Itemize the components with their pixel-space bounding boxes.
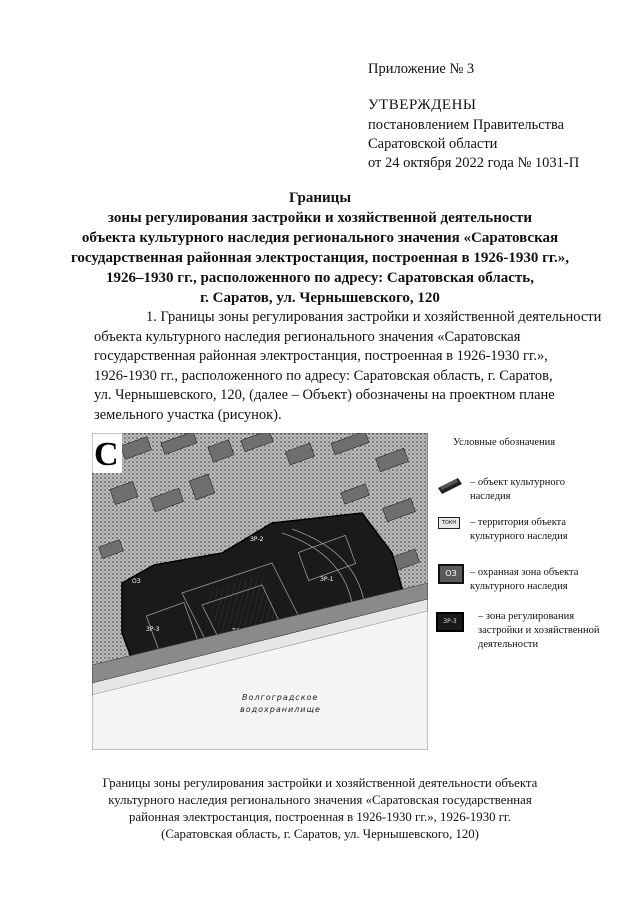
title-line: Границы [288, 190, 352, 206]
paragraph-line: объекта культурного наследия регионального значения «Саратовская [94, 328, 521, 345]
site-plan-map [92, 433, 428, 750]
north-marker: С [94, 436, 119, 473]
title-line: объекта культурного наследия регионального значения «Саратовская [81, 230, 559, 246]
caption-line: (Саратовская область, г. Саратов, ул. Чернышевского, 120) [161, 827, 479, 841]
title-line: 1926–1930 гг., расположенного по адресу: Саратовская область, [106, 270, 534, 286]
approval-line: от 24 октября 2022 года № 1031-П [368, 155, 580, 171]
legend-item-heritage-object: – объект культурного наследия [470, 477, 565, 502]
caption-line: районная электростанция, построенная в 1926-1930 гг.», 1926-1930 гг. [129, 810, 511, 824]
legend-swatch-oz: ОЗ [438, 564, 464, 584]
zone-label: ЗР-2 [250, 536, 264, 543]
title-line: государственная районная электростанция, построенная в 1926-1930 гг.», [70, 250, 570, 266]
legend-swatch-zr: ЗР-3 [436, 612, 464, 632]
water-label: Волгоградское [242, 693, 319, 702]
legend-swatch-tokn: ТОКН [438, 517, 460, 529]
appendix-number: Приложение № 3 [368, 61, 475, 77]
approval-line: Саратовской области [368, 136, 498, 152]
heritage-object-icon [436, 474, 464, 496]
body-paragraph [94, 308, 600, 425]
legend-item-regulation-zone: – зона регулирования застройки и хозяйственной деятельности [478, 611, 600, 650]
zone-label: ОЗ [132, 578, 141, 585]
legend-title: Условные обозначения [453, 437, 556, 448]
document-title [70, 188, 570, 308]
caption-line: Границы зоны регулирования застройки и хозяйственной деятельности объекта [102, 776, 538, 790]
approval-details [368, 116, 579, 173]
zone-label: ЗР-3 [146, 626, 160, 633]
title-line: г. Саратов, ул. Чернышевского, 120 [200, 290, 440, 306]
paragraph-line: ул. Чернышевского, 120, (далее – Объект) обозначены на проектном плане [94, 387, 555, 403]
legend-item-heritage-territory: – территория объекта культурного наследия [470, 517, 568, 542]
paragraph-line: 1. Границы зоны регулирования застройки и хозяйственной деятельности [146, 309, 602, 325]
approved-label: УТВЕРЖДЕНЫ [368, 97, 477, 113]
paragraph-line: 1926-1930 гг., расположенного по адресу: Саратовская область, г. Саратов, [94, 367, 553, 384]
paragraph-line: земельного участка (рисунок). [94, 406, 282, 423]
figure-caption [100, 775, 540, 843]
water-label: водохранилище [240, 705, 321, 714]
approval-line: постановлением Правительства [368, 117, 565, 133]
zone-label: ЗР-1 [320, 576, 334, 583]
paragraph-line: государственная районная электростанция, построенная в 1926-1930 гг.», [94, 348, 548, 364]
title-line: зоны регулирования застройки и хозяйственной деятельности [107, 210, 533, 226]
caption-line: культурного наследия регионального значения «Саратовская государственная [108, 793, 532, 807]
legend-item-protection-zone: – охранная зона объекта культурного наследия [470, 567, 579, 592]
